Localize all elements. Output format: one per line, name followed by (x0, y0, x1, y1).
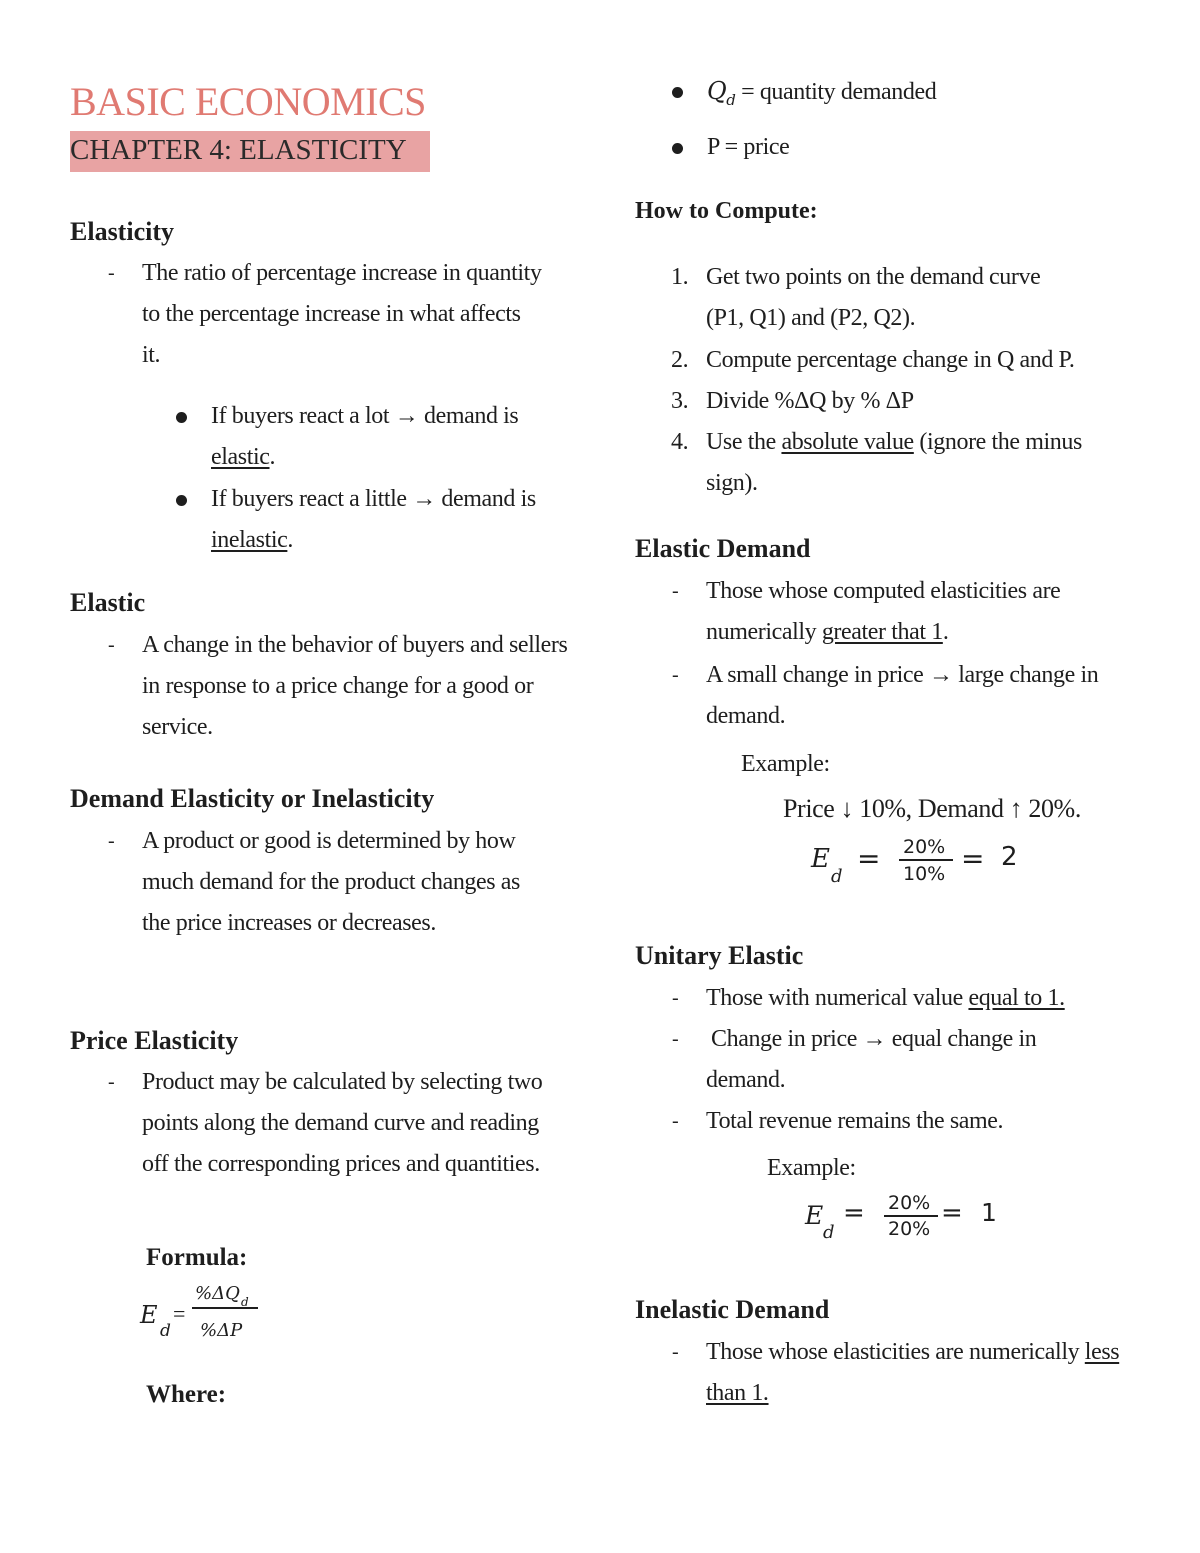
elastic-example-label: Example: (741, 751, 830, 777)
dash-marker: - (108, 1071, 115, 1093)
compute-step-1: 1. Get two points on the demand curve (P1, Q1) and (P2, Q2). (671, 264, 1041, 331)
inelastic-demand-item-1: - Those whose elasticities are numerically less than 1. (706, 1332, 1136, 1414)
elasticity-formula: E d = %ΔQ d %ΔP (140, 1283, 340, 1353)
unitary-example-label: Example: (767, 1155, 856, 1181)
dash-marker: - (672, 1341, 679, 1363)
fraction-bar (884, 1215, 938, 1217)
where-label: Where: (146, 1381, 227, 1408)
inelastic-bullet: If buyers react a little → demand is inelastic. (211, 479, 571, 561)
formula-label: Formula: (146, 1244, 248, 1271)
bullet-dot (176, 412, 187, 423)
dash-marker: - (108, 634, 115, 656)
chapter-title: CHAPTER 4: ELASTICITY (70, 131, 430, 172)
where-price-item: P = price (707, 127, 1107, 168)
elastic-heading: Elastic (70, 588, 146, 617)
dash-marker: - (672, 664, 679, 686)
dash-marker: - (672, 1110, 679, 1132)
less-than-one-term: less than 1. (706, 1339, 1120, 1406)
unitary-heading: Unitary Elastic (635, 941, 804, 970)
elastic-bullet: If buyers react a lot → demand is elastic. (211, 396, 571, 478)
unitary-item-2: - Change in price → equal change in demand. (706, 1019, 1106, 1101)
elastic-definition: - A change in the behavior of buyers and sellers in response to a price change for a good or service. (142, 625, 572, 748)
absolute-value-term: absolute value (781, 429, 914, 455)
elastic-demand-item-2: - A small change in price → large change in demand. (706, 655, 1136, 737)
elastic-demand-heading: Elastic Demand (635, 534, 811, 563)
elastic-example-equation: E d = 20% 10% = 2 (811, 836, 1018, 887)
elasticity-definition-text: The ratio of percentage increase in quantity to the percentage increase in what affects it. (142, 260, 542, 368)
fraction-bar (899, 859, 953, 861)
where-quantity-item: $Q_d$ = quantity demanded (707, 71, 1107, 121)
elasticity-heading: Elasticity (70, 217, 174, 246)
unitary-item-1: - Those with numerical value equal to 1. (706, 978, 1146, 1019)
elastic-term: elastic (211, 444, 270, 470)
unitary-item-3: - Total revenue remains the same. (706, 1101, 1136, 1142)
demand-elasticity-heading: Demand Elasticity or Inelasticity (70, 784, 435, 813)
demand-elasticity-definition: - A product or good is determined by how much demand for the product changes as the price increases or decreases. (142, 821, 522, 944)
elastic-demand-item-1: - Those whose computed elasticities are numerically greater that 1. (706, 571, 1126, 653)
dash-marker: - (672, 1028, 679, 1050)
inelastic-term: inelastic (211, 527, 288, 553)
dash-marker: - (108, 262, 115, 284)
price-elasticity-definition: - Product may be calculated by selecting two points along the demand curve and reading off the corresponding prices and quantities. (142, 1062, 567, 1185)
compute-heading: How to Compute: (635, 198, 818, 224)
inelastic-demand-heading: Inelastic Demand (635, 1295, 830, 1324)
compute-step-4: 4. Use the absolute value (ignore the minus sign). (671, 429, 1082, 496)
bullet-dot (176, 495, 187, 506)
compute-step-2: 2. Compute percentage change in Q and P. (671, 347, 1075, 373)
greater-than-one-term: greater that 1 (821, 619, 943, 645)
unitary-example-equation: E d = 20% 20% = 1 (805, 1192, 997, 1243)
price-elasticity-heading: Price Elasticity (70, 1026, 239, 1055)
elastic-example-text: Price ↓ 10%, Demand ↑ 20%. (783, 794, 1081, 823)
dash-marker: - (108, 830, 115, 852)
equal-to-one-term: equal to 1. (968, 985, 1065, 1011)
elasticity-definition (108, 253, 542, 376)
compute-step-3: 3. Divide %ΔQ by % ΔP (671, 388, 914, 414)
dash-marker: - (672, 987, 679, 1009)
dash-marker: - (672, 580, 679, 602)
bullet-dot (672, 143, 683, 154)
bullet-dot (672, 87, 683, 98)
document-title: BASIC ECONOMICS (70, 79, 426, 124)
